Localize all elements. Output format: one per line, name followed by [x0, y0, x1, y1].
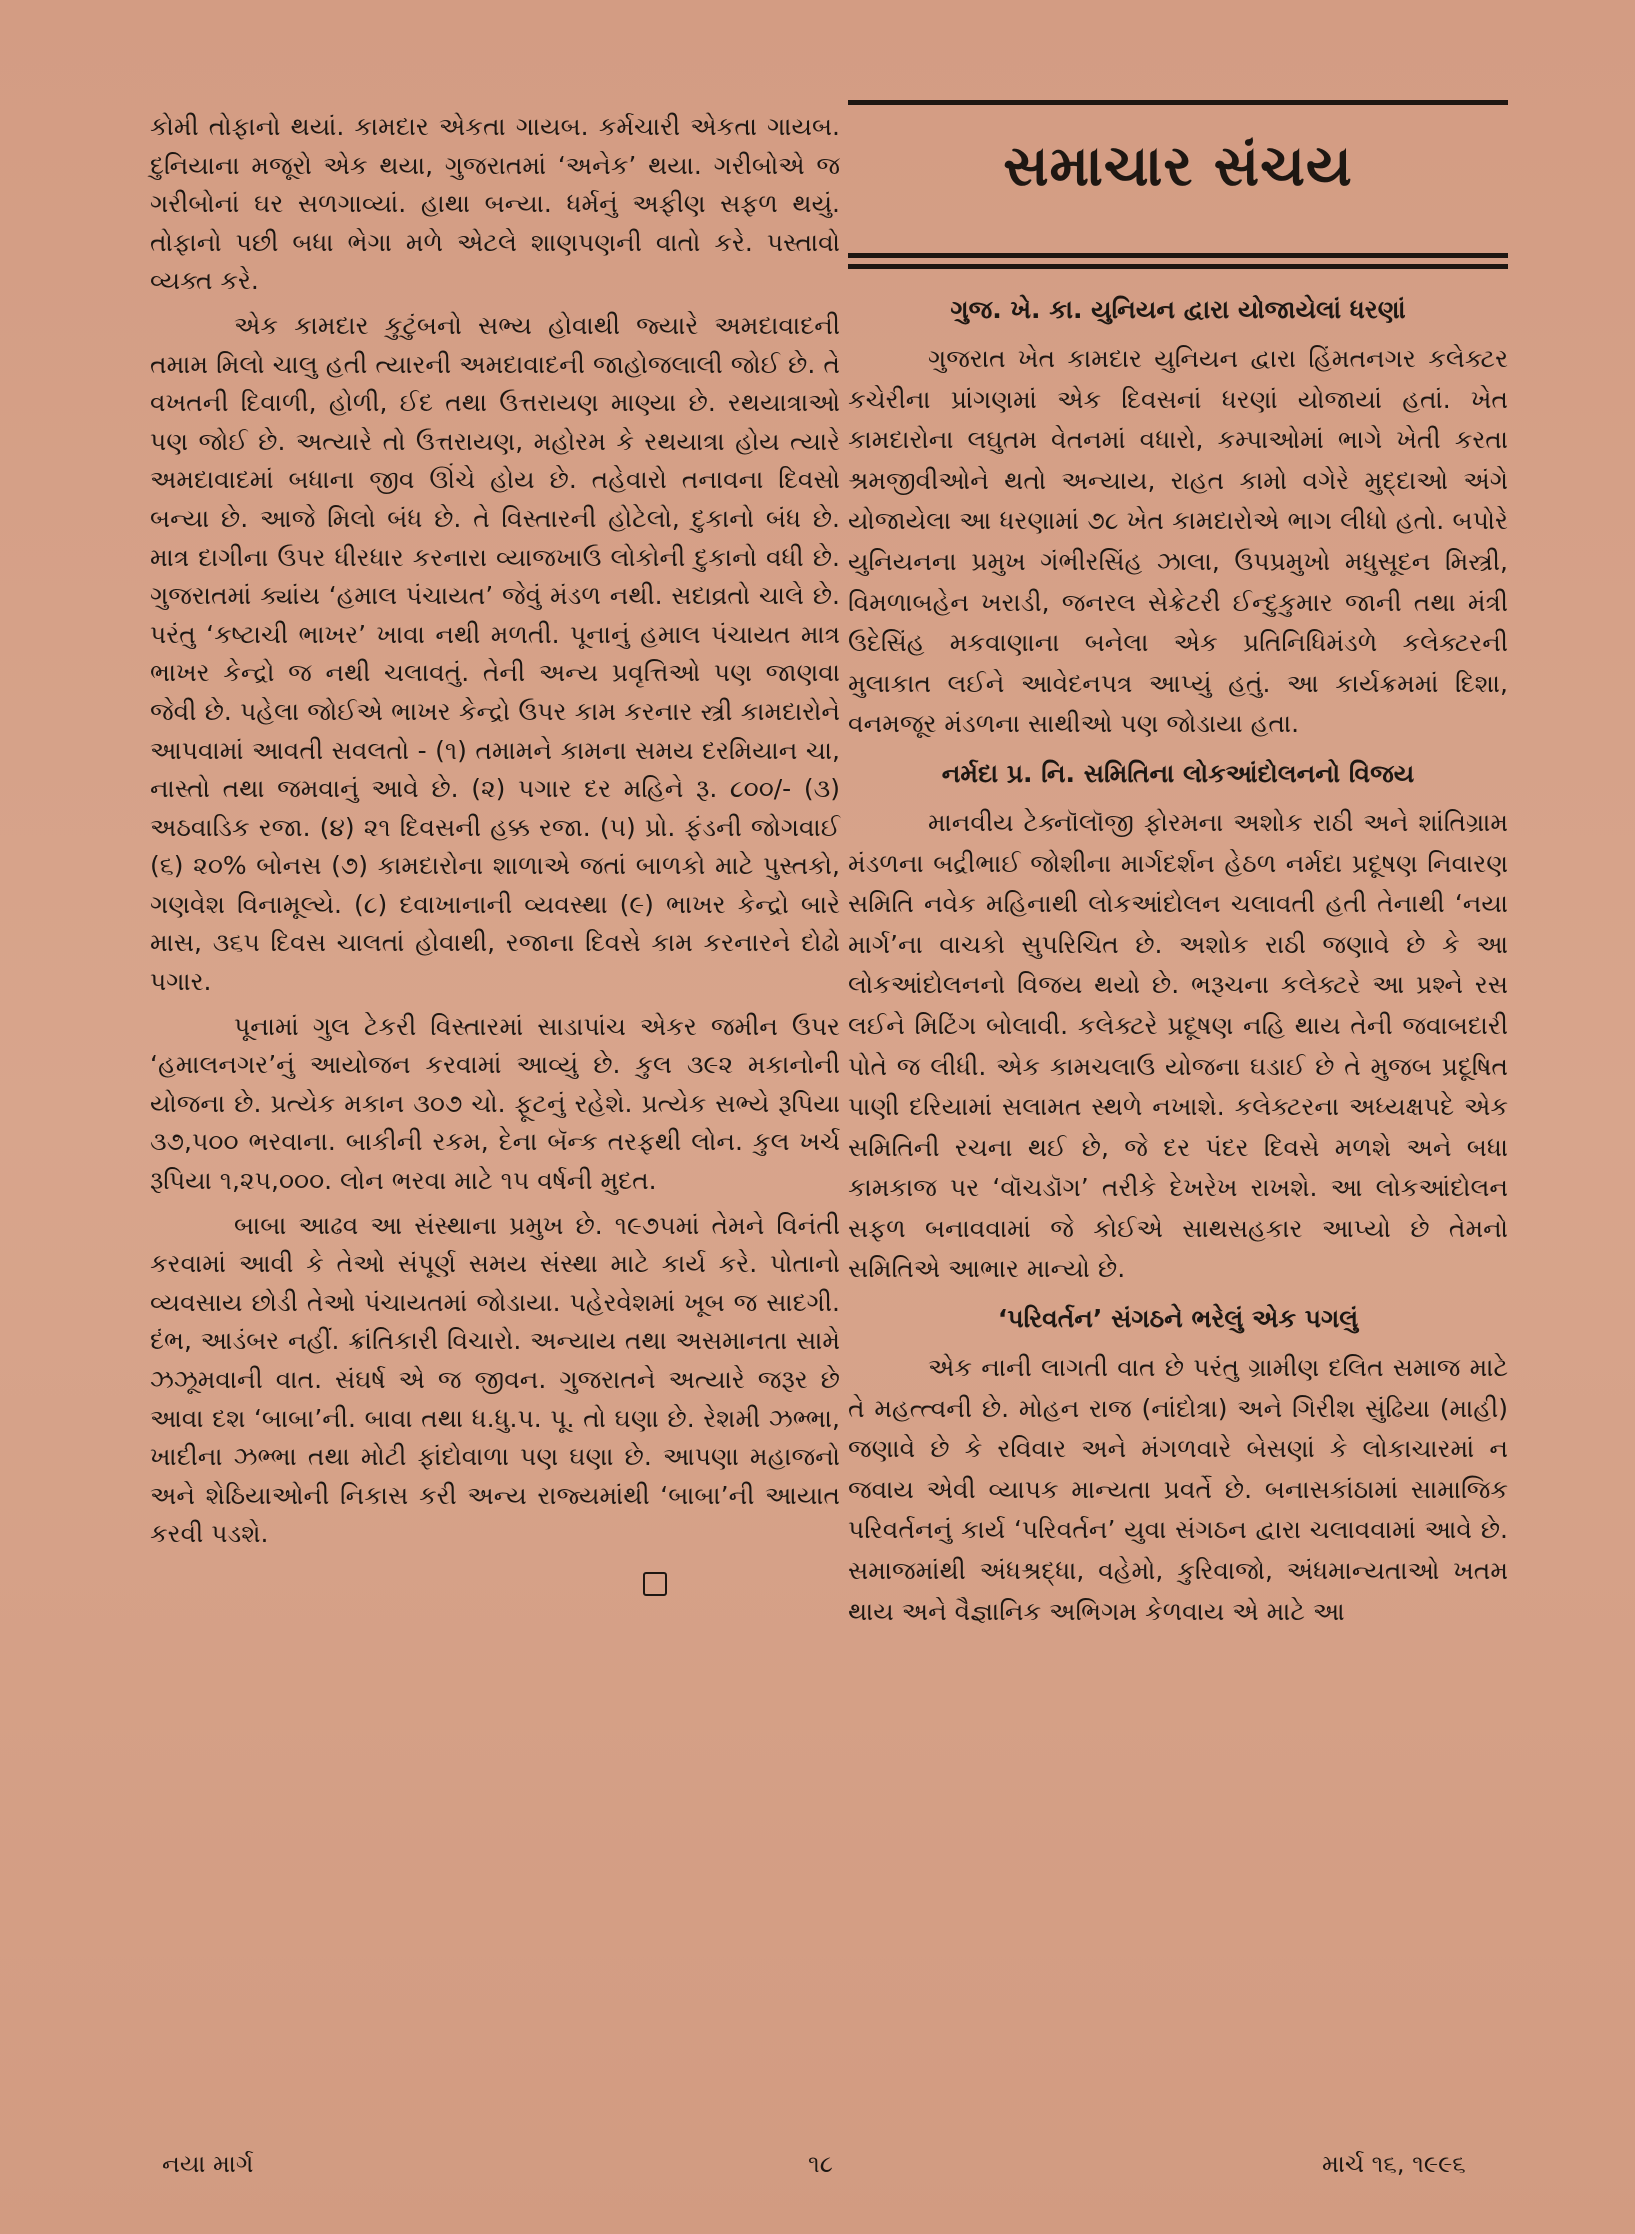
news-heading: નર્મદા પ્ર. નિ. સમિતિના લોકઆંદોલનનો વિજય — [941, 758, 1415, 788]
left-paragraph-1: કોમી તોફાનો થયાં. કામદાર એકતા ગાયબ. કર્મચારી એકતા ગાયબ. દુનિયાના મજૂરો એક થયા, ગુજરાતમાં ‘અનેક’ થયા. ગરીબોએ જ ગરીબોનાં ઘર સળગાવ્યાં. હાથા બન્યા. ધર્મનું અફીણ સફળ થયું. તોફાનો પછી બધા ભેગા મળે એટલે શાણપણની વાતો કરે. પસ્તાવો વ્યક્ત કરે. — [150, 112, 840, 296]
footer-page-number: ૧૮ — [808, 2150, 833, 2178]
news-item-union-dharna — [848, 291, 1508, 745]
news-item-parivartan — [848, 1300, 1508, 1632]
masthead-double-rule — [848, 253, 1508, 269]
footer-date: માર્ચ ૧૬, ૧૯૯૬ — [1322, 2150, 1466, 2178]
article-end-mark-icon — [643, 1572, 667, 1596]
news-body: એક નાની લાગતી વાત છે પરંતુ ગ્રામીણ દલિત સમાજ માટે તે મહત્ત્વની છે. મોહન રાજ (નાંદોત્રા) અને ગિરીશ સુંઢિયા (માહી) જણાવે છે કે રવિવાર અને મંગળવારે બેસણાં કે લોકાચારમાં ન જવાય એવી વ્યાપક માન્યતા પ્રવર્તે છે. બનાસકાંઠામાં સામાજિક પરિવર્તનનું કાર્ય ‘પરિવર્તન’ યુવા સંગઠન દ્વારા ચલાવવામાં આવે છે. સમાજમાંથી અંધશ્રદ્ધા, વહેમો, કુરિવાજો, અંધમાન્યતાઓ ખતમ થાય અને વૈજ્ઞાનિક અભિગમ કેળવાય એ માટે આ — [848, 1353, 1508, 1626]
footer-publication: નયા માર્ગ — [162, 2150, 254, 2178]
section-masthead: સમાચાર સંચય — [1003, 134, 1353, 199]
left-paragraph-2: એક કામદાર કુટુંબનો સભ્ય હોવાથી જ્યારે અમદાવાદની તમામ મિલો ચાલુ હતી ત્યારની અમદાવાદની જાહોજલાલી જોઈ છે. તે વખતની દિવાળી, હોળી, ઈદ તથા ઉત્તરાયણ માણ્યા છે. રથયાત્રાઓ પણ જોઈ છે. અત્યારે તો ઉત્તરાયણ, મહોરમ કે રથયાત્રા હોય ત્યારે અમદાવાદમાં બધાના જીવ ઊંચે હોય છે. તહેવારો તનાવના દિવસો બન્યા છે. આજે મિલો બંધ છે. તે વિસ્તારની હોટેલો, દુકાનો બંધ છે. માત્ર દાગીના ઉપર ધીરધાર કરનારા વ્યાજખાઉ લોકોની દુકાનો વધી છે. ગુજરાતમાં ક્યાંય ‘હમાલ પંચાયત’ જેવું મંડળ નથી. સદાવ્રતો ચાલે છે. પરંતુ ‘કષ્ટાચી ભાખર’ ખાવા નથી મળતી. પૂનાનું હમાલ પંચાયત માત્ર ભાખર કેન્દ્રો જ નથી ચલાવતું. તેની અન્ય પ્રવૃત્તિઓ પણ જાણવા જેવી છે. પહેલા જોઈએ ભાખર કેન્દ્રો ઉપર કામ કરનાર સ્ત્રી કામદારોને આપવામાં આવતી સવલતો - (૧) તમામને કામના સમય દરમિયાન ચા, નાસ્તો તથા જમવાનું આવે છે. (૨) પગાર દર મહિને રૂ. ૮૦૦/- (૩) અઠવાડિક રજા. (૪) ૨૧ દિવસની હક્ક રજા. (૫) પ્રો. ફંડની જોગવાઈ (૬) ૨૦% બોનસ (૭) કામદારોના શાળાએ જતાં બાળકો માટે પુસ્તકો, ગણવેશ વિનામૂલ્યે. (૮) દવાખાનાની વ્યવસ્થા (૯) ભાખર કેન્દ્રો બારે માસ, ૩૬૫ દિવસ ચાલતાં હોવાથી, રજાના દિવસે કામ કરનારને દોઢો પગાર. — [150, 310, 840, 997]
news-heading: ગુજ. ખે. કા. યુનિયન દ્વારા યોજાયેલાં ધરણાં — [950, 295, 1406, 324]
left-column — [150, 108, 840, 1596]
masthead-top-rule — [848, 100, 1508, 105]
news-body: ગુજરાત ખેત કામદાર યુનિયન દ્વારા હિંમતનગર કલેક્ટર કચેરીના પ્રાંગણમાં એક દિવસનાં ધરણાં યોજાયાં હતાં. ખેત કામદારોના લઘુતમ વેતનમાં વધારો, કમ્પાઓમાં ભાગે ખેતી કરતા શ્રમજીવીઓને થતો અન્યાય, રાહત કામો વગેરે મુદ્દાઓ અંગે યોજાયેલા આ ધરણામાં ૭૮ ખેત કામદારોએ ભાગ લીધો હતો. બપોરે યુનિયનના પ્રમુખ ગંભીરસિંહ ઝાલા, ઉપપ્રમુખો મધુસૂદન મિસ્ત્રી, વિમળાબહેન ખરાડી, જનરલ સેક્રેટરી ઈન્દુકુમાર જાની તથા મંત્રી ઉદેસિંહ મકવાણાના બનેલા એક પ્રતિનિધિમંડળે કલેક્ટરની મુલાકાત લઈને આવેદનપત્ર આપ્યું હતું. આ કાર્યક્રમમાં દિશા, વનમજૂર મંડળના સાથીઓ પણ જોડાયા હતા. — [848, 344, 1508, 739]
left-paragraph-4: બાબા આઢવ આ સંસ્થાના પ્રમુખ છે. ૧૯૭૫માં તેમને વિનંતી કરવામાં આવી કે તેઓ સંપૂર્ણ સમય સંસ્થા માટે કાર્ય કરે. પોતાનો વ્યવસાય છોડી તેઓ પંચાયતમાં જોડાયા. પહેરવેશમાં ખૂબ જ સાદગી. દંભ, આડંબર નહીં. ક્રાંતિકારી વિચારો. અન્યાય તથા અસમાનતા સામે ઝઝૂમવાની વાત. સંઘર્ષ એ જ જીવન. ગુજરાતને અત્યારે જરૂર છે આવા દશ ‘બાબા’ની. બાવા તથા ધ.ધુ.પ. પૂ. તો ઘણા છે. રેશમી ઝભ્ભા, ખાદીના ઝભ્ભા તથા મોટી ફાંદોવાળા પણ ઘણા છે. આપણા મહાજનો અને શેઠિયાઓની નિકાસ કરી અન્ય રાજ્યમાંથી ‘બાબા’ની આયાત કરવી પડશે. — [150, 1210, 840, 1549]
news-heading: ‘પરિવર્તન’ સંગઠને ભરેલું એક પગલું — [997, 1304, 1359, 1334]
news-body: માનવીય ટેક્નૉલૉજી ફોરમના અશોક રાઠી અને શાંતિગ્રામ મંડળના બદ્રીભાઈ જોશીના માર્ગદર્શન હેઠળ નર્મદા પ્રદૂષણ નિવારણ સમિતિ નવેક મહિનાથી લોકઆંદોલન ચલાવતી હતી તેનાથી ‘નયા માર્ગ’ના વાચકો સુપરિચિત છે. અશોક રાઠી જણાવે છે કે આ લોકઆંદોલનનો વિજય થયો છે. ભરૂચના કલેક્ટરે આ પ્રશ્ને રસ લઈને મિટિંગ બોલાવી. કલેક્ટરે પ્રદૂષણ નહિ થાય તેની જવાબદારી પોતે જ લીધી. એક કામચલાઉ યોજના ઘડાઈ છે તે મુજબ પ્રદૂષિત પાણી દરિયામાં સલામત સ્થળે નખાશે. કલેક્ટરના અધ્યક્ષપદે એક સમિતિની રચના થઈ છે, જે દર પંદર દિવસે મળશે અને બધા કામકાજ પર ‘વૉચડૉગ’ તરીકે દેખરેખ રાખશે. આ લોકઆંદોલન સફળ બનાવવામાં જે કોઈએ સાથસહકાર આપ્યો છે તેમનો સમિતિએ આભાર માન્યો છે. — [848, 807, 1508, 1284]
news-item-narmada-victory — [848, 755, 1508, 1290]
left-paragraph-3: પૂનામાં ગુલ ટેકરી વિસ્તારમાં સાડાપાંચ એકર જમીન ઉપર ‘હમાલનગર’નું આયોજન કરવામાં આવ્યું છે. કુલ ૩૯૨ મકાનોની યોજના છે. પ્રત્યેક મકાન ૩૦૭ ચો. ફૂટનું રહેશે. પ્રત્યેક સભ્યે રૂપિયા ૩૭,૫૦૦ ભરવાના. બાકીની રકમ, દેના બૅન્ક તરફથી લોન. કુલ ખર્ચ રૂપિયા ૧,૨૫,૦૦૦. લોન ભરવા માટે ૧૫ વર્ષની મુદત. — [150, 1011, 840, 1196]
right-column — [848, 100, 1508, 1632]
